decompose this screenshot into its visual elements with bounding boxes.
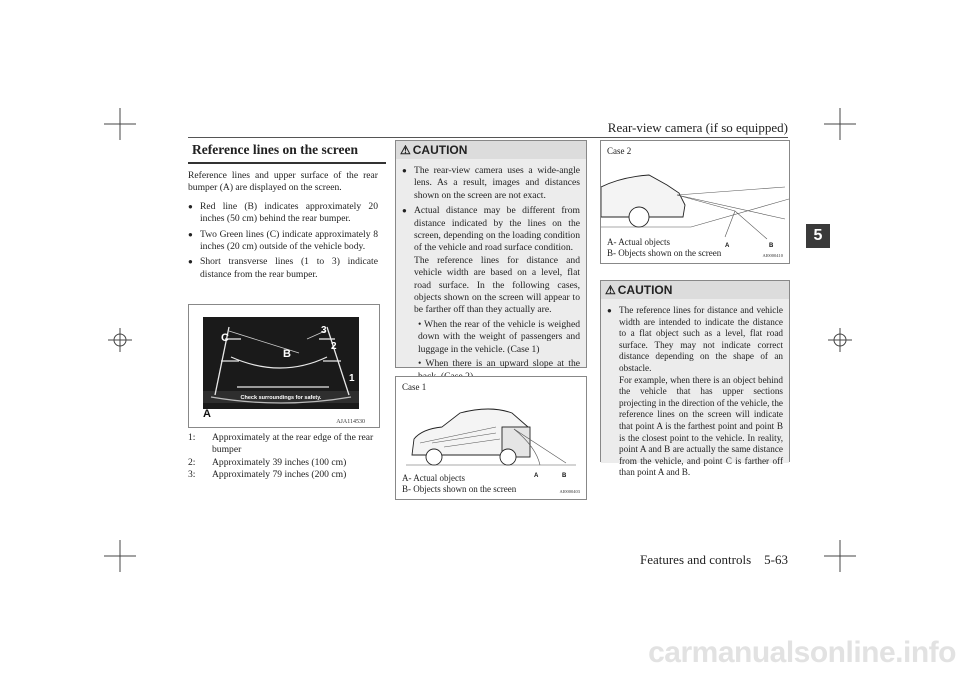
caution-label: CAUTION bbox=[617, 283, 673, 297]
case2-label-b: B bbox=[769, 243, 774, 249]
label-2: 2 bbox=[331, 341, 337, 352]
case2-legend-b: B- Objects shown on the screen bbox=[607, 248, 722, 258]
case1-code: AI0000403 bbox=[559, 489, 580, 494]
label-b: B bbox=[283, 348, 291, 360]
case1-legend-b: B- Objects shown on the screen bbox=[402, 484, 517, 494]
label-1: 1 bbox=[349, 373, 355, 384]
label-3: 3 bbox=[321, 325, 327, 336]
list-number: 2: bbox=[188, 456, 196, 468]
case2-legend-a: A- Actual objects bbox=[607, 237, 670, 247]
list-number: 3: bbox=[188, 469, 196, 481]
section-text bbox=[188, 170, 378, 284]
list-text: Approximately at the rear edge of the rear bumper bbox=[212, 432, 374, 456]
section-heading: Reference lines on the screen bbox=[188, 140, 386, 164]
figure-code: AJA114530 bbox=[336, 419, 365, 425]
case1-figure bbox=[395, 376, 587, 500]
running-header: Rear-view camera (if so equipped) bbox=[607, 120, 788, 135]
caution-paragraph: The reference lines for distance and vehicle width are based on a level, flat road surface. In the following cases, objects shown on the screen will appear to be farther off than they actually are. bbox=[414, 254, 580, 316]
caution-label: CAUTION bbox=[412, 143, 468, 157]
list-item bbox=[188, 457, 380, 469]
caution-box-2 bbox=[600, 280, 790, 478]
bullet-green-lines: ● Two Green lines (C) indicate approximately 8 inches (20 cm) outside of the vehicle body. bbox=[188, 229, 378, 254]
caution-bullet: ● Actual distance may be different from distance indicated by the lines on the screen, depending on the loading condition of the vehicle and road surface condition. bbox=[402, 205, 580, 255]
list-number: 1: bbox=[188, 432, 196, 443]
case1-title: Case 1 bbox=[402, 382, 427, 392]
camera-screen-illustration bbox=[189, 305, 379, 427]
bullet-transverse-lines: ● Short transverse lines (1 to 3) indicate distance from the rear bumper. bbox=[188, 256, 378, 281]
list-text: Approximately 39 inches (100 cm) bbox=[212, 456, 347, 468]
caution-sub-item: • When the rear of the vehicle is weighed down with the weight of passengers and luggage in the vehicle. (Case 1) bbox=[418, 318, 580, 355]
caution-header bbox=[396, 141, 586, 159]
distance-list bbox=[188, 432, 380, 482]
case2-code: AI0000410 bbox=[762, 253, 783, 258]
case2-figure bbox=[600, 140, 790, 264]
warning-triangle-icon: ⚠ bbox=[400, 143, 411, 157]
caution-header bbox=[601, 281, 789, 299]
caution-box-1 bbox=[395, 140, 587, 368]
label-c: C bbox=[221, 332, 229, 344]
camera-screen-figure bbox=[188, 304, 380, 428]
watermark: carmanualsonline.info bbox=[648, 636, 956, 669]
warning-triangle-icon: ⚠ bbox=[605, 283, 616, 297]
case2-label-a: A bbox=[725, 243, 730, 249]
case1-label-a: A bbox=[534, 473, 539, 479]
case2-title: Case 2 bbox=[607, 146, 632, 156]
caution-bullet: ● The reference lines for distance and vehicle width are intended to indicate the distance to a flat object such as a level, flat road surface. They may not indicate correct distance depending on the shape of an obstacle. bbox=[607, 305, 783, 375]
page-footer: Features and controls 5-63 bbox=[639, 552, 788, 567]
header-rule bbox=[188, 137, 788, 138]
caution-paragraph: For example, when there is an object behind the vehicle that has upper sections projecting in the direction of the vehicle, the reference lines on the screen will indicate that point A is the farthest point and point B is the closest point to the vehicle. In reality, point A and B are actually the same distance from the vehicle, and point C is farther off than point A and B. bbox=[619, 374, 783, 478]
chapter-tab: 5 bbox=[806, 224, 830, 248]
list-item bbox=[188, 469, 380, 481]
case1-label-b: B bbox=[562, 473, 567, 479]
caution-bullet: ● The rear-view camera uses a wide-angle lens. As a result, images and distances shown on the screen are not exact. bbox=[402, 165, 580, 202]
screen-message: Check surroundings for safety. bbox=[240, 395, 322, 401]
list-text: Approximately 79 inches (200 cm) bbox=[212, 469, 347, 481]
caution-body bbox=[396, 159, 586, 370]
intro-paragraph: Reference lines and upper surface of the rear bumper (A) are displayed on the screen. bbox=[188, 170, 378, 194]
label-a: A bbox=[203, 408, 211, 420]
caution-sub-item: • When there is an upward slope at the bbox=[418, 358, 580, 370]
caution-body bbox=[601, 299, 789, 478]
case1-legend-a: A- Actual objects bbox=[402, 473, 465, 483]
bullet-red-line: ● Red line (B) indicates approximately 20 inches (50 cm) behind the rear bumper. bbox=[188, 201, 378, 226]
list-item bbox=[188, 432, 380, 457]
